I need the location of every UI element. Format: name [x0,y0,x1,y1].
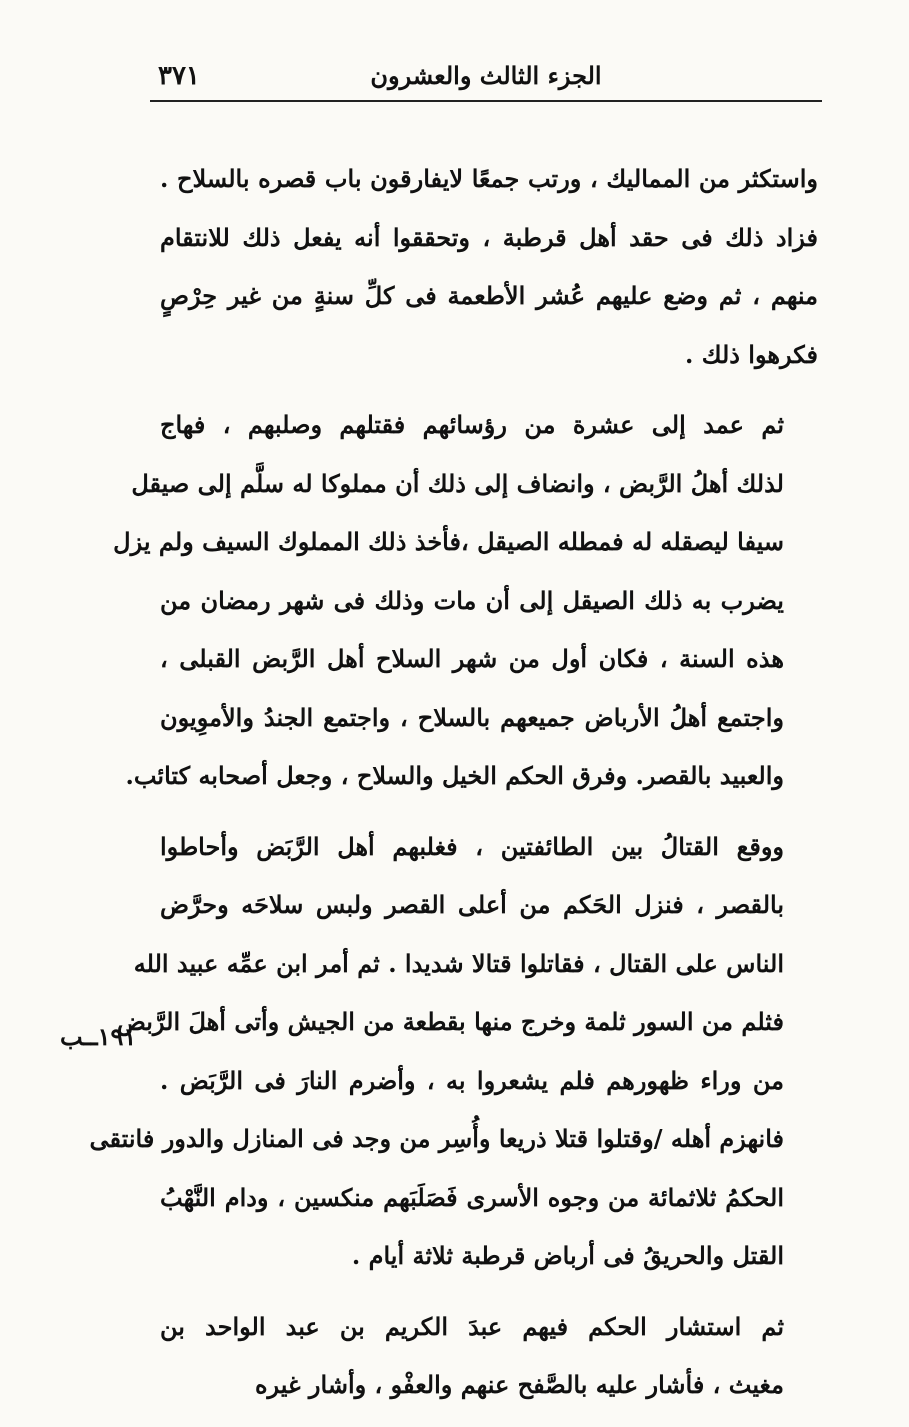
text-line: فثلم من السور ثلمة وخرج منها بقطعة من الجيش وأتى أهلَ الرَّبض [116,1007,784,1036]
text-line: ثم استشار الحكم فيهم عبدَ الكريم بن عبد الواحد بن [160,1311,784,1341]
text-line: القتل والحريقُ فى أرباض قرطبة ثلاثة أيام . [351,1241,784,1270]
text-line: هذه السنة ، فكان أول من شهر السلاح أهل الرَّبض القبلى ، [160,644,784,673]
text-line: سيفا ليصقله له فمطله الصيقل ،فأخذ ذلك المملوك السيف ولم يزل [113,527,784,556]
text-line: يضرب به ذلك الصيقل إلى أن مات وذلك فى شهر رمضان من [160,585,784,615]
text-line: فزاد ذلك فى حقد أهل قرطبة ، وتحققوا أنه يفعل ذلك للانتقام [160,222,818,252]
text-line: ثم عمد إلى عشرة من رؤسائهم فقتلهم وصلبهم ، فهاج [160,410,784,439]
text-line: الناس على القتال ، فقاتلوا قتالا شديدا . ثم أمر ابن عمِّه عبيد الله [133,948,784,978]
text-line: ووقع القتالُ بين الطائفتين ، فغلبهم أهل الرَّبَض وأحاطوا [160,831,784,861]
text-line: فكرهوا ذلك . [685,339,818,369]
page-number: ٣٧١ [158,61,200,91]
text-line: من وراء ظهورهم فلم يشعروا به ، وأضرم النارَ فى الرَّبَض . [160,1065,784,1095]
text-line: منهم ، ثم وضع عليهم عُشر الأطعمة فى كلِّ سنةٍ من غير حِرْصٍ [160,281,818,310]
page-header [150,58,822,98]
text-line: لذلك أهلُ الرَّبض ، وانضاف إلى ذلك أن مملوكا له سلَّم إلى صيقل [131,468,784,498]
paragraph [113,396,818,806]
text-line: والعبيد بالقصر. وفرق الحكم الخيل والسلاح ، وجعل أصحابه كتائب. [125,761,784,790]
text-line: فانهزم أهله /وقتلوا قتلا ذريعا وأُسِر من وجد فى المنازل والدور فانتقى [89,1124,784,1153]
text-line: الحكمُ ثلاثمائة من وجوه الأسرى فَصَلَبَهم منكسين ، ودام النَّهْبُ [160,1182,784,1212]
paragraph [160,150,818,384]
header-rule [150,100,822,102]
running-title: الجزء الثالث والعشرون [370,61,602,90]
text-line: واجتمع أهلُ الأرباض جميعهم بالسلاح ، واجتمع الجندُ والأموِيون [160,702,784,732]
paragraph [160,1298,818,1415]
text-line: مغيث ، فأشار عليه بالصَّفح عنهم والعفْو ، وأشار غيره [254,1370,784,1399]
text-line: واستكثر من المماليك ، ورتب جمعًا لايفارقون باب قصره بالسلاح . [160,164,818,193]
margin-folio-note: ١٩١ــب [60,1022,137,1051]
text-line: بالقصر ، فنزل الحَكم من أعلى القصر ولبس سلاحَه وحرَّض [160,890,784,919]
